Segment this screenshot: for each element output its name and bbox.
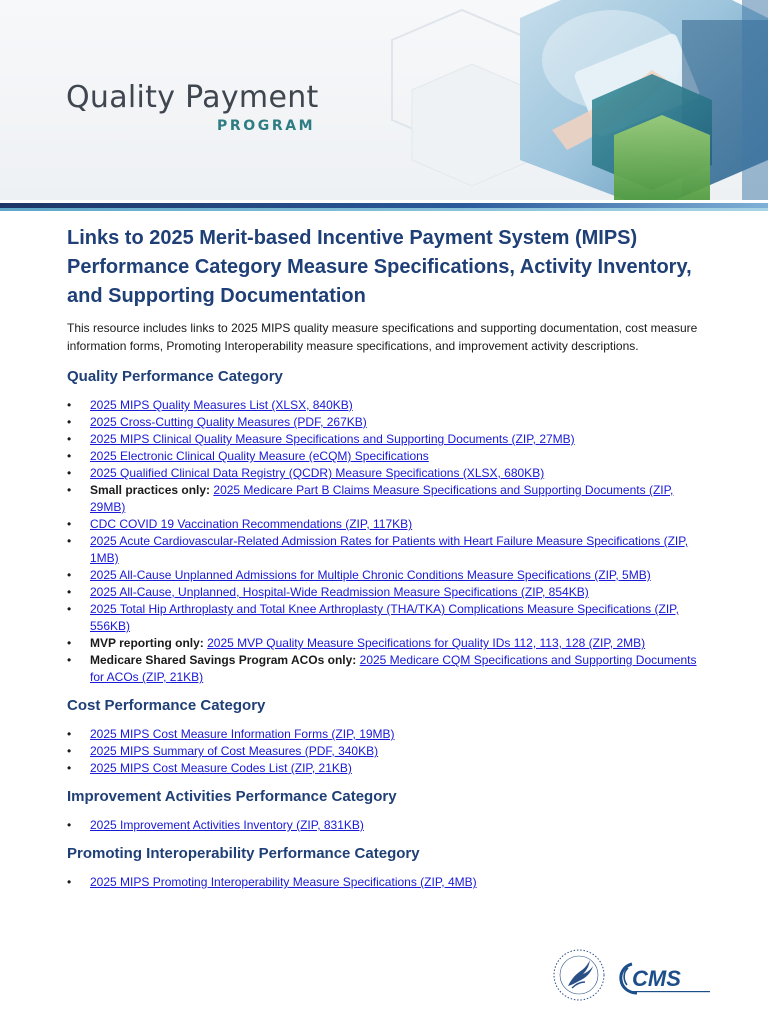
list-item (67, 817, 707, 834)
improvement-links-list (67, 817, 707, 834)
list-item (67, 726, 707, 743)
cost-links-list (67, 726, 707, 777)
cms-logo (618, 960, 718, 998)
link-part-b-claims-specifications[interactable]: 2025 Medicare Part B Claims Measure Specifications and Supporting Documents (ZIP, 29MB) (90, 483, 674, 514)
list-item (67, 567, 707, 584)
list-item (67, 601, 707, 635)
item-prefix: Small practices only: (90, 483, 214, 497)
link-heart-failure-admission-rates[interactable]: 2025 Acute Cardiovascular-Related Admission Rates for Patients with Heart Failure Measure Specifications (ZIP, 1MB) (90, 534, 689, 565)
link-qcdr-specifications[interactable]: 2025 Qualified Clinical Data Registry (QCDR) Measure Specifications (XLSX, 680KB) (90, 466, 545, 480)
header-divider-accent (0, 208, 768, 211)
link-tha-tka-complications[interactable]: 2025 Total Hip Arthroplasty and Total Knee Arthroplasty (THA/TKA) Complications Measure Specifications (ZIP, 556KB) (90, 602, 679, 633)
link-aco-cqm-specifications[interactable]: 2025 Medicare CQM Specifications and Supporting Documents for ACOs (ZIP, 21KB) (90, 653, 697, 684)
list-item (67, 448, 707, 465)
link-ecqm-specifications[interactable]: 2025 Electronic Clinical Quality Measure (eCQM) Specifications (90, 449, 429, 463)
item-prefix: Medicare Shared Savings Program ACOs only: (90, 653, 360, 667)
list-item (67, 482, 707, 516)
list-item (67, 397, 707, 414)
link-interoperability-specifications[interactable]: 2025 MIPS Promoting Interoperability Measure Specifications (ZIP, 4MB) (90, 875, 477, 889)
link-cost-measure-forms[interactable]: 2025 MIPS Cost Measure Information Forms (ZIP, 19MB) (90, 727, 395, 741)
page-title: Links to 2025 Merit-based Incentive Payment System (MIPS) Performance Category Measure Specifications, Activity Inventory, and Supporting Documentation (67, 227, 692, 307)
interoperability-links-list (67, 874, 707, 891)
list-item (67, 743, 707, 760)
link-cross-cutting-measures[interactable]: 2025 Cross-Cutting Quality Measures (PDF, 267KB) (90, 415, 367, 429)
section-heading-quality: Quality Performance Category (67, 368, 283, 385)
link-cost-measures-summary[interactable]: 2025 MIPS Summary of Cost Measures (PDF, 340KB) (90, 744, 379, 758)
list-item (67, 584, 707, 601)
section-heading-cost: Cost Performance Category (67, 697, 266, 714)
list-item (67, 516, 707, 533)
list-item (67, 760, 707, 777)
link-improvement-activities-inventory[interactable]: 2025 Improvement Activities Inventory (ZIP, 831KB) (90, 818, 364, 832)
list-item (67, 431, 707, 448)
list-item (67, 533, 707, 567)
list-item (67, 414, 707, 431)
link-chronic-conditions-admissions[interactable]: 2025 All-Cause Unplanned Admissions for Multiple Chronic Conditions Measure Specifications (ZIP, 5MB) (90, 568, 651, 582)
item-prefix: MVP reporting only: (90, 636, 208, 650)
link-cost-measure-codes[interactable]: 2025 MIPS Cost Measure Codes List (ZIP, 21KB) (90, 761, 352, 775)
header-banner (0, 0, 768, 200)
qpp-logo-title: Quality Payment (66, 80, 319, 115)
section-heading-interoperability: Promoting Interoperability Performance Category (67, 845, 420, 862)
hhs-seal-logo (552, 948, 606, 1002)
list-item (67, 652, 707, 686)
qpp-logo-subtitle: PROGRAM (217, 118, 316, 134)
intro-paragraph: This resource includes links to 2025 MIPS quality measure specifications and supporting documentation, cost measure information forms, Promoting Interoperability measure specifications, and improvement activity descriptions. (67, 321, 698, 353)
quality-links-list (67, 397, 707, 686)
list-item (67, 874, 707, 891)
document-body (67, 224, 707, 891)
link-hospital-wide-readmission[interactable]: 2025 All-Cause, Unplanned, Hospital-Wide Readmission Measure Specifications (ZIP, 854KB) (90, 585, 589, 599)
link-mvp-quality-specifications[interactable]: 2025 MVP Quality Measure Specifications for Quality IDs 112, 113, 128 (ZIP, 2MB) (207, 636, 646, 650)
cms-wordmark: CMS (632, 966, 681, 991)
hero-image (352, 0, 768, 200)
list-item (67, 635, 707, 652)
link-cdc-covid-recommendations[interactable]: CDC COVID 19 Vaccination Recommendations (ZIP, 117KB) (90, 517, 413, 531)
list-item (67, 465, 707, 482)
link-quality-measures-list[interactable]: 2025 MIPS Quality Measures List (XLSX, 840KB) (90, 398, 353, 412)
link-cqm-specifications[interactable]: 2025 MIPS Clinical Quality Measure Specifications and Supporting Documents (ZIP, 27MB) (90, 432, 575, 446)
section-heading-improvement: Improvement Activities Performance Category (67, 788, 397, 805)
